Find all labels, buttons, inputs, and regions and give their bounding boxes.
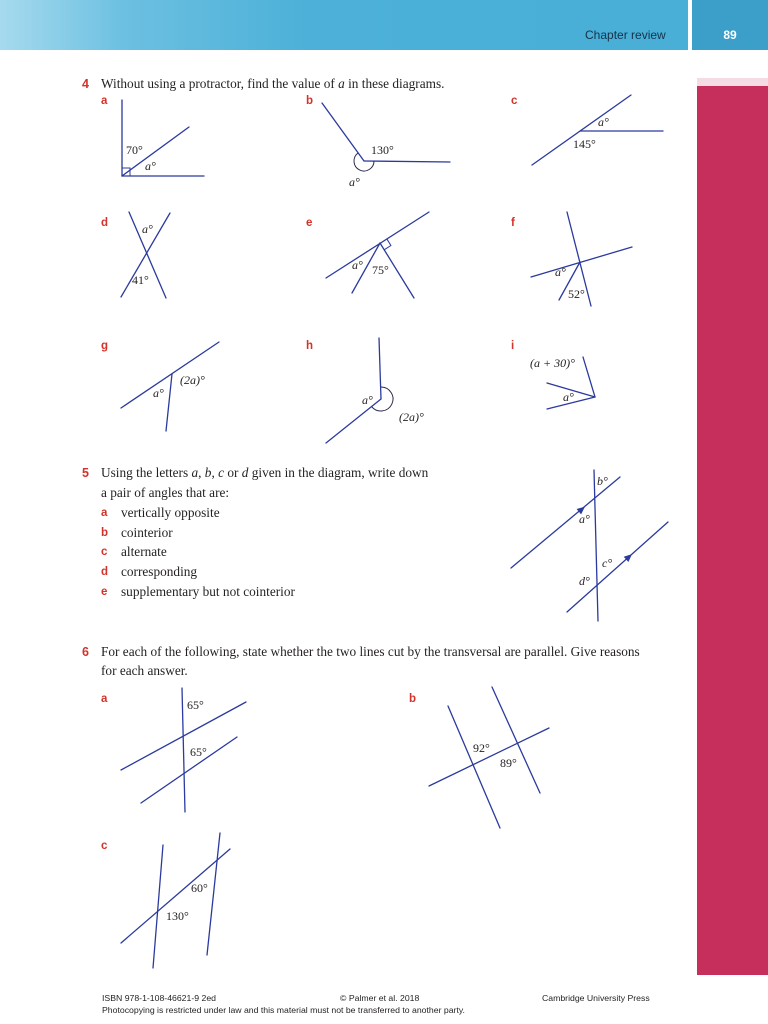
part-label-6c: c xyxy=(101,840,108,852)
transversal xyxy=(594,470,598,621)
angle-label: 75° xyxy=(372,263,389,277)
question-5-text-seg: , xyxy=(211,465,219,480)
question-6-number: 6 xyxy=(82,645,89,659)
angle-label: a° xyxy=(362,393,373,407)
horizontal-ray xyxy=(364,161,450,162)
diagonal-ray xyxy=(322,103,364,161)
angle-label: 60° xyxy=(191,881,208,895)
angle-label: 130° xyxy=(371,143,394,157)
angle-label: 65° xyxy=(190,745,207,759)
diagram-4h xyxy=(326,338,424,443)
transversal xyxy=(429,728,549,786)
diagram-4e xyxy=(326,212,429,298)
angle-label: (a + 30)° xyxy=(530,356,575,370)
angle-label: 89° xyxy=(500,756,517,770)
question-4-text-end: in these diagrams. xyxy=(344,76,445,91)
part-label-4f: f xyxy=(511,217,515,229)
angle-label: a° xyxy=(555,265,566,279)
line-2 xyxy=(141,737,237,803)
part-label-6a: a xyxy=(101,693,108,705)
part-label-4g: g xyxy=(101,340,109,352)
part-label-4i: i xyxy=(511,340,515,352)
question-5-number: 5 xyxy=(82,466,89,480)
angle-label: 52° xyxy=(568,287,585,301)
angle-label: 145° xyxy=(573,137,596,151)
angle-label: (2a)° xyxy=(399,410,424,424)
question-5-text-line2: a pair of angles that are: xyxy=(101,485,230,500)
parallel-line-1 xyxy=(511,477,620,568)
angle-label: a° xyxy=(145,159,156,173)
diagram-6b xyxy=(429,687,549,828)
question-4-text-start: Without using a protractor, find the value of xyxy=(101,76,339,91)
question-5-letter-d: d xyxy=(241,465,249,480)
angle-label: (2a)° xyxy=(180,373,205,387)
question-6-text-line2: for each answer. xyxy=(101,663,188,678)
question-5-text-seg: or xyxy=(224,465,242,480)
line-2 xyxy=(492,687,540,793)
question-5-letter-a: a xyxy=(191,465,199,480)
angle-label: d° xyxy=(579,574,590,588)
line-2 xyxy=(207,833,220,955)
footer-publisher: Cambridge University Press xyxy=(542,993,650,1003)
question-4-number: 4 xyxy=(82,77,89,91)
item-text-5e: supplementary but not cointerior xyxy=(121,584,295,599)
angle-label: a° xyxy=(352,258,363,272)
angle-label: b° xyxy=(597,474,608,488)
part-label-4b: b xyxy=(306,95,314,107)
page-number: 89 xyxy=(723,28,737,42)
chapter-title: Chapter review xyxy=(585,28,666,42)
angle-label: c° xyxy=(602,556,613,570)
item-text-5c: alternate xyxy=(121,544,167,559)
item-label-5c: c xyxy=(101,546,108,558)
angle-label: a° xyxy=(563,390,574,404)
angle-label: 70° xyxy=(126,143,143,157)
diagram-4g xyxy=(121,342,219,431)
diagram-4f xyxy=(531,212,632,306)
diagram-4b xyxy=(322,103,450,189)
item-label-5e: e xyxy=(101,586,108,598)
part-label-6b: b xyxy=(409,693,417,705)
diagram-4d xyxy=(121,212,170,298)
item-label-5b: b xyxy=(101,527,109,539)
shallow-line xyxy=(531,247,632,277)
item-text-5d: corresponding xyxy=(121,564,198,579)
part-label-4e: e xyxy=(306,217,313,229)
item-text-5b: cointerior xyxy=(121,525,173,540)
diagram-6a xyxy=(121,688,246,812)
question-5-text-seg: Using the letters xyxy=(101,465,192,480)
question-5-text-seg: given in the diagram, write down xyxy=(248,465,429,480)
angle-label: a° xyxy=(153,386,164,400)
reflex-angle-arc xyxy=(372,387,393,411)
footer-notice: Photocopying is restricted under law and this material must not be transferred to another party. xyxy=(102,1005,465,1015)
part-label-4a: a xyxy=(101,95,108,107)
diagram-5 xyxy=(511,470,668,621)
vertical-ray xyxy=(379,338,381,399)
angle-label: a° xyxy=(349,175,360,189)
question-5-letter-b: b xyxy=(204,465,212,480)
footer-isbn: ISBN 978-1-108-46621-9 2ed xyxy=(102,993,216,1003)
diagram-6c xyxy=(121,833,230,968)
ray-upper xyxy=(583,357,595,397)
ray xyxy=(166,374,172,431)
part-label-4h: h xyxy=(306,340,314,352)
angle-label: 41° xyxy=(132,273,149,287)
diagonal-line xyxy=(532,95,631,165)
item-label-5d: d xyxy=(101,566,109,578)
question-6-text: For each of the following, state whether the two lines cut by the transversal are parallel. Give reasons xyxy=(101,644,640,659)
angle-label: a° xyxy=(142,222,153,236)
item-label-5a: a xyxy=(101,507,108,519)
line-1 xyxy=(153,845,163,968)
angle-label: a° xyxy=(579,512,590,526)
part-label-4d: d xyxy=(101,217,109,229)
angle-label: 92° xyxy=(473,741,490,755)
diagram-4i xyxy=(530,356,595,409)
angle-label: 130° xyxy=(166,909,189,923)
diagram-4c xyxy=(532,95,663,165)
parallel-line-2 xyxy=(567,522,668,612)
question-5-letter-c: c xyxy=(218,465,225,480)
item-text-5a: vertically opposite xyxy=(121,505,220,520)
question-4-variable: a xyxy=(338,76,345,91)
diagram-4a xyxy=(122,100,204,176)
transversal xyxy=(182,688,185,812)
angle-label: 65° xyxy=(187,698,204,712)
question-5-text-seg: , xyxy=(198,465,205,480)
footer-copyright: © Palmer et al. 2018 xyxy=(340,993,420,1003)
part-label-4c: c xyxy=(511,95,518,107)
angle-label: a° xyxy=(598,115,609,129)
line-1 xyxy=(448,706,500,828)
